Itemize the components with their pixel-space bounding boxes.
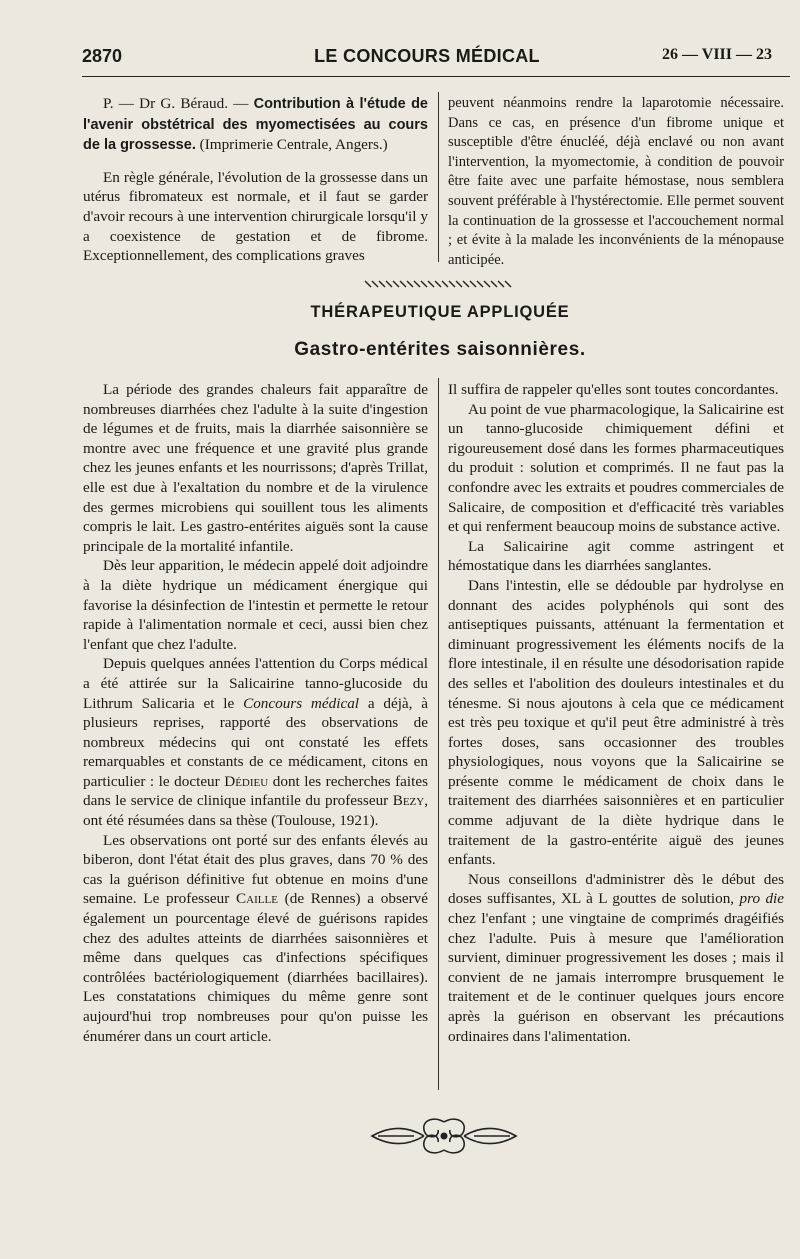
text-run: Les observations ont porté sur des enfants élevés au biberon, dont l'état était des plus graves, dans 70 % des cas la guérison définitive fut obtenue en moins d'une semaine. Le professeur [83,831,428,908]
text-run: chez l'enfant ; une vingtaine de comprimés dragéifiés chez l'adulte. Puis à mesure que l'amélioration survient, diminuer progressivement les doses ; mais il convient de ne jamais interrompre brusquement le traitement et de le continuer quelques jours encore après la guérison en observant les précautions ordinaires dans l'alimentation. [448,910,784,1045]
article-title: Gastro-entérites saisonnières. [294,339,586,360]
text-run: dont les recherches faites dans le service de clinique infantile du professeur [83,772,429,810]
article-paragraph: Dès leur apparition, le médecin appelé doit adjoindre à la diète hydrique un médicament énergique qui favorise la désinfection de l'intestin et permette le retour rapide à l'alimentation normale et ceci, aussi bien chez l'enfant que chez l'adulte. [83,557,428,653]
article-paragraph: Au point de vue pharmacologique, la Salicairine est un tanno-glucoside chimiquement défini et rigoureusement dosé dans les formes pharmaceutiques du produit : solution et comprimés. Il ne faut pas la confondre avec les extraits et poudres commerciales de Salicaire, de composition et d'efficacité très variables et qui renferment beaucoup moins de substance active. [448,400,784,536]
section-divider [363,279,515,289]
end-ornament-icon [364,1114,524,1158]
person-name: Caille [236,890,278,908]
top-right-column [448,94,784,270]
text-run: (de Rennes) a observé également un pourcentage élevé de guérisons rapides chez des adultes atteints de diarrhées saisonnières et même dans quelques cas d'infections spécifiques contrôlées bactériologiquement (diarrhées bacillaires). Les constatations chimiques du même genre sont aujourd'hui trop nombreuses pour qu'on puisse les énumérer dans un court article. [83,890,428,1045]
section-heading: THÉRAPEUTIQUE APPLIQUÉE [310,303,570,321]
top-left-column [83,94,428,266]
page-number: 2870 [82,46,123,66]
person-name: Dédieu [224,772,269,790]
person-name: Bezy [392,792,425,810]
journal-title: LE CONCOURS MÉDICAL [314,46,540,66]
header-rule [82,76,790,77]
journal-name: Concours médical [243,694,360,712]
article-paragraph: La Salicairine agit comme astringent et hémostatique dans les diarrhées sanglantes. [448,537,784,575]
latin-phrase: pro die [739,890,785,908]
text-run: Nous conseillons d'administrer dès le début des doses suffisantes, XL à L gouttes de solution, [448,870,784,908]
ref-publisher: (Imprimerie Centrale, Angers.) [199,136,388,154]
page-header [82,46,772,76]
ref-title: Contribution à l'étude de l'avenir obstétrical des myomectisées au cours de la grossesse. [83,96,428,154]
article-paragraph: Dans l'intestin, elle se dédouble par hydrolyse en donnant des acides polyphénols qui sont des antiseptiques puissants, atténuant la fermentation et diminuant progressivement les éléments nocifs de la flore intestinale, il en résulte une désodorisation rapide des selles et l'abolition des douleurs intestinales et du ténesme. Si nous ajoutons à cela que ce médicament est très peu toxique et qu'il peut être administré à très fortes doses, sans occasionner des troubles physiologiques, nous voyons que la Salicairine se présente comme le médicament de choix dans le traitement des diarrhées saisonnières et en particulier comme adjuvant de la diète hydrique dans le traitement de la gastro-entérite aiguë des jeunes enfants. [448,576,784,869]
issue-date: 26 — VIII — 23 [662,46,772,63]
article-paragraph: Il suffira de rappeler qu'elles sont toutes concordantes. [448,381,779,398]
article-paragraph [448,870,784,1046]
ref-author: P. — Dr G. Béraud. — [103,95,249,112]
article-right-column [448,380,784,1046]
bibliographic-reference [83,94,428,156]
text-run: , ont été résumées dans sa thèse (Toulouse, 1921). [83,792,429,830]
article-left-column [83,380,428,1046]
text-run: a déjà, à plusieurs reprises, rapporté des observations de nombreux médecins qui ont constaté les effets remarquables et constants de ce médicament, citons en particulier : le docteur [83,694,429,790]
article-paragraph [83,654,428,830]
review-paragraph-end: peuvent néanmoins rendre la laparotomie nécessaire. Dans ce cas, en présence d'un fibrome unique et susceptible d'être énucléé, déjà enclavé ou non avant l'intervention, la myomectomie, à condition de pouvoir être faite avec une parfaite hémostase, nous semblera souvent préférable à l'hystérectomie. Elle permet souvent la continuation de la grossesse et l'accouchement normal ; et évite à la malade les inconvénients de la ménopause anticipée. [448,95,784,268]
column-rule-top [438,92,439,262]
article-paragraph [83,831,428,1047]
column-rule-main [438,378,439,1090]
review-paragraph-start: En règle générale, l'évolution de la grossesse dans un utérus fibromateux est normale, et il faut se garder d'avoir recours à une intervention chirurgicale lorsqu'il y a coexistence de gestation et de fibrome. Exceptionnellement, des complications graves [83,168,428,265]
text-run: Depuis quelques années l'attention du Corps médical a été attirée sur la Salicairine tanno-glucoside du Lithrum Salicaria et le [83,655,428,712]
article-paragraph: La période des grandes chaleurs fait apparaître de nombreuses diarrhées chez l'adulte à la suite d'ingestion de légumes et de fruits, mais la diarrhée saisonnière se montre avec une fréquence et une gravité plus grande chez les jeunes enfants et les nourrissons; d'après Trillat, elle est due à l'exaltation du nombre et de la virulence des germes microbiens qui souillent tous les aliments compris le lait. Les gastro-entérites aiguës sont la cause principale de la mortalité infantile. [83,381,428,555]
